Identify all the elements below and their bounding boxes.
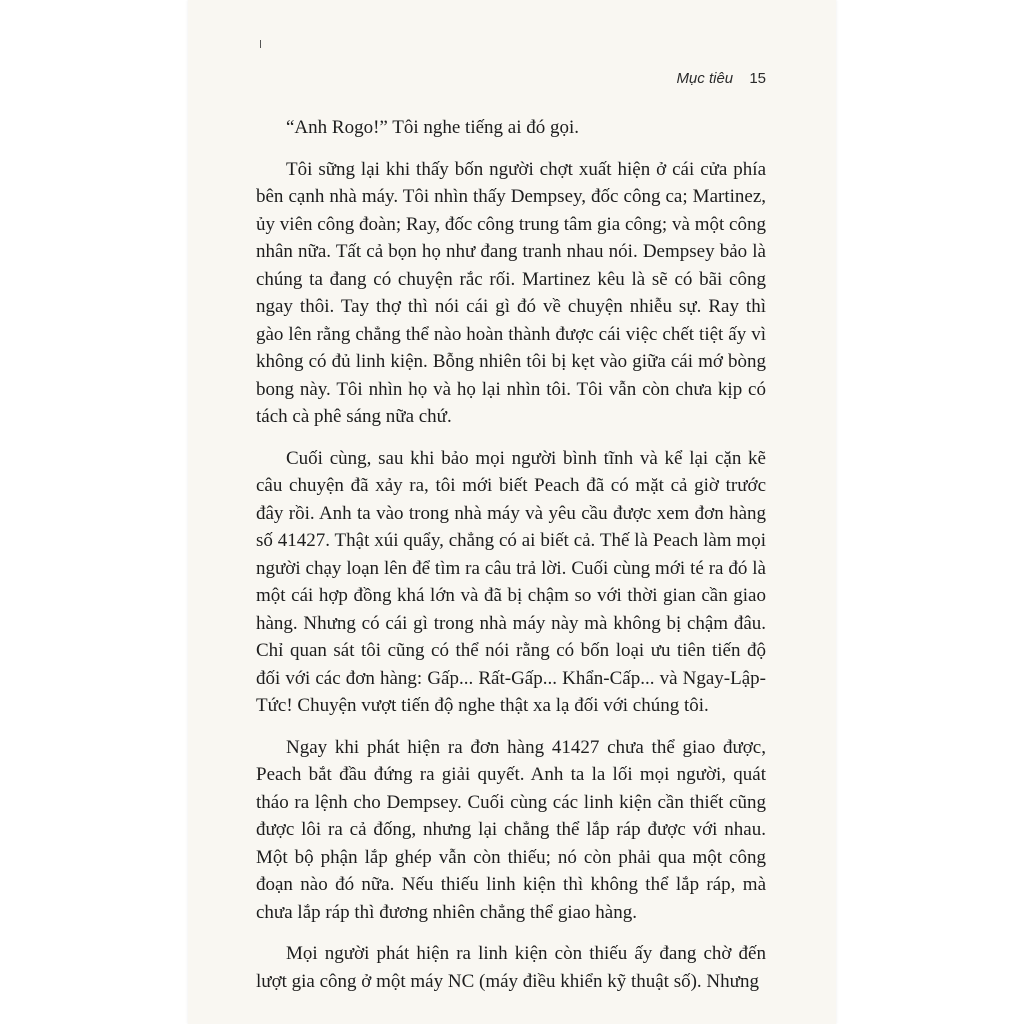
page-number: 15 (749, 70, 766, 87)
paragraph: “Anh Rogo!” Tôi nghe tiếng ai đó gọi. (286, 117, 580, 138)
running-header (676, 70, 766, 87)
paragraph: Tôi sững lại khi thấy bốn người chợt xuất hiện ở cái cửa phía bên cạnh nhà máy. Tôi nhìn thấy Dempsey, đốc công ca; Martinez, ủy viên công đoàn; Ray, đốc công trung tâm gia công; và một công nhân nữa. Tất cả bọn họ như đang tranh nhau nói. Dempsey bảo là chúng ta đang có chuyện rắc rối. Martinez kêu là sẽ có bãi công ngay thôi. Tay thợ thì nói cái gì đó về chuyện nhiễu sự. Ray thì gào lên rằng chẳng thể nào hoàn thành được cái việc chết tiệt ấy vì không có đủ linh kiện. Bỗng nhiên tôi bị kẹt vào giữa cái mớ bòng bong này. Tôi nhìn họ và họ lại nhìn tôi. Tôi vẫn còn chưa kịp có tách cà phê sáng nữa chứ. (256, 158, 766, 427)
paragraph: Ngay khi phát hiện ra đơn hàng 41427 chưa thể giao được, Peach bắt đầu đứng ra giải quyết. Anh ta la lối mọi người, quát tháo ra lệnh cho Dempsey. Cuối cùng các linh kiện cần thiết cũng được lôi ra cả đống, nhưng lại chẳng thể lắp ráp được với nhau. Một bộ phận lắp ghép vẫn còn thiếu; nó còn phải qua một công đoạn nào đó nữa. Nếu thiếu linh kiện thì không thể lắp ráp, mà chưa lắp ráp thì đương nhiên chẳng thể giao hàng. (256, 736, 766, 923)
page-mark (260, 40, 261, 48)
body-text (256, 114, 766, 1009)
paragraph: Mọi người phát hiện ra linh kiện còn thiếu ấy đang chờ đến lượt gia công ở một máy NC (máy điều khiển kỹ thuật số). Nhưng (256, 943, 766, 992)
book-page (188, 0, 836, 1024)
chapter-title: Mục tiêu (676, 70, 734, 87)
paragraph: Cuối cùng, sau khi bảo mọi người bình tĩnh và kể lại cặn kẽ câu chuyện đã xảy ra, tôi mới biết Peach đã có mặt cả giờ trước đây rồi. Anh ta vào trong nhà máy và yêu cầu được xem đơn hàng số 41427. Thật xúi quẩy, chẳng có ai biết cả. Thế là Peach làm mọi người chạy loạn lên để tìm ra câu trả lời. Cuối cùng mới té ra đó là một cái hợp đồng khá lớn và đã bị chậm so với thời gian cần giao hàng. Nhưng có cái gì trong nhà máy này mà không bị chậm đâu. Chỉ quan sát tôi cũng có thể nói rằng có bốn loại ưu tiên tiến độ đối với các đơn hàng: Gấp... Rất-Gấp... Khẩn-Cấp... và Ngay-Lập-Tức! Chuyện vượt tiến độ nghe thật xa lạ đối với chúng tôi. (256, 447, 766, 716)
